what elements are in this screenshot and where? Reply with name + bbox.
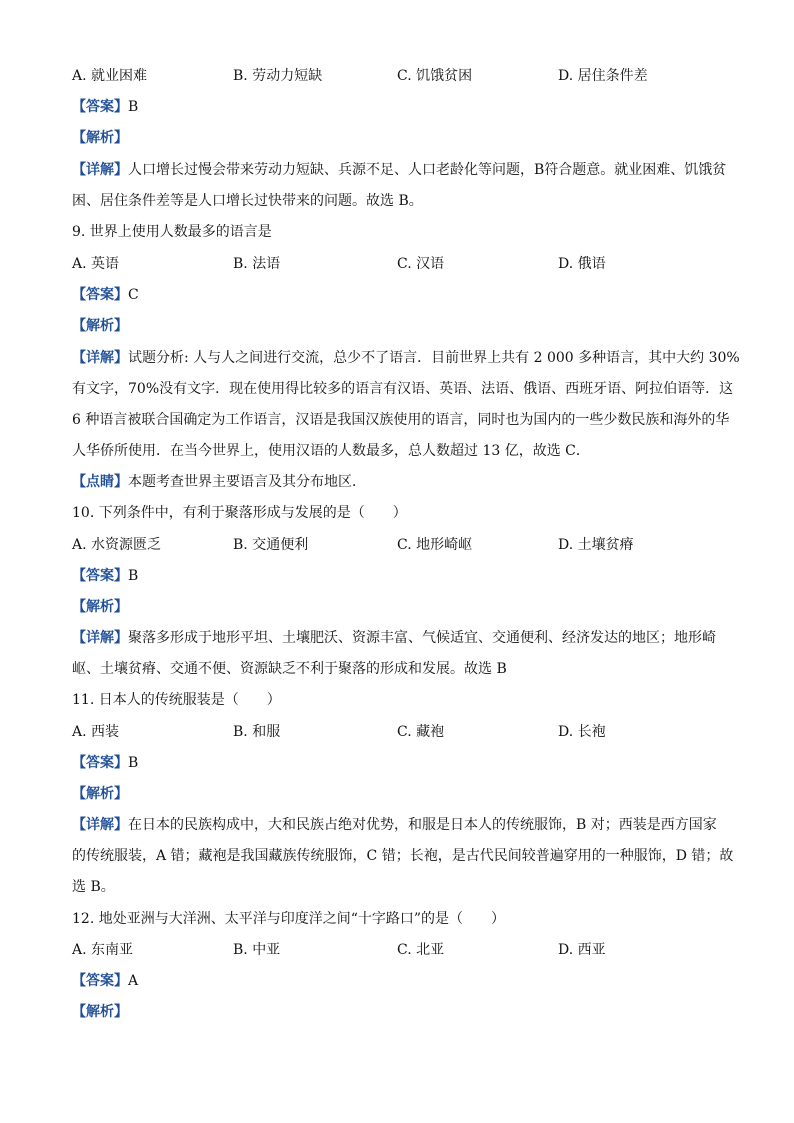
q11-detail-line-3: 选 B。 <box>72 879 115 895</box>
answer-tag: 【答案】 <box>72 973 128 989</box>
q8-option-d: D. 居住条件差 <box>558 68 648 84</box>
detail-text: 人口增长过慢会带来劳动力短缺、兵源不足、人口老龄化等问题，B符合题意。就业困难、饥饿贫 <box>128 162 727 178</box>
q9-stem: 9. 世界上使用人数最多的语言是 <box>72 224 272 240</box>
q8-option-b: B. 劳动力短缺 <box>233 68 323 84</box>
answer-value: B <box>128 755 139 771</box>
q11-option-c: C. 藏袍 <box>397 724 445 740</box>
q12-option-b: B. 中亚 <box>233 942 281 958</box>
answer-tag: 【答案】 <box>72 287 128 303</box>
answer-tag: 【答案】 <box>72 568 128 584</box>
q11-stem: 11. 日本人的传统服装是（ ） <box>72 692 281 708</box>
q12-option-d: D. 西亚 <box>558 942 606 958</box>
q11-option-d: D. 长袍 <box>558 724 606 740</box>
answer-tag: 【答案】 <box>72 755 128 771</box>
q8-answer <box>72 97 138 117</box>
detail-text: 聚落多形成于地形平坦、土壤肥沃、资源丰富、气候适宜、交通便利、经济发达的地区；地形崎 <box>128 630 716 646</box>
answer-value: B <box>128 568 139 584</box>
answer-value: C <box>128 287 139 303</box>
q11-answer <box>72 753 138 773</box>
q12-stem: 12. 地处亚洲与大洋洲、太平洋与印度洋之间“十字路口”的是（ ） <box>72 911 506 927</box>
q12-answer <box>72 971 138 991</box>
q10-detail-line-2: 岖、土壤贫瘠、交通不便、资源缺乏不利于聚落的形成和发展。故选 B <box>72 661 507 677</box>
detail-tag: 【详解】 <box>72 162 128 178</box>
detail-tag: 【详解】 <box>72 630 128 646</box>
q8-option-a: A. 就业困难 <box>72 68 148 84</box>
q9-option-b: B. 法语 <box>233 256 281 272</box>
q10-detail-line-1 <box>72 628 716 648</box>
analysis-tag: 【解析】 <box>72 1004 128 1020</box>
q9-answer <box>72 285 139 305</box>
q9-option-a: A. 英语 <box>72 256 120 272</box>
q8-detail-line-1 <box>72 160 726 180</box>
q10-analysis <box>72 597 128 617</box>
q10-option-b: B. 交通便利 <box>233 537 309 553</box>
analysis-tag: 【解析】 <box>72 130 128 146</box>
q10-option-a: A. 水资源匮乏 <box>72 537 162 553</box>
comment-text: 本题考查世界主要语言及其分布地区． <box>128 474 366 490</box>
answer-tag: 【答案】 <box>72 99 128 115</box>
q11-option-a: A. 西装 <box>72 724 120 740</box>
q8-analysis <box>72 128 128 148</box>
q9-option-c: C. 汉语 <box>397 256 445 272</box>
q11-detail-line-2: 的传统服装，A 错；藏袍是我国藏族传统服饰，C 错；长袍，是古代民间较普遍穿用的一种服饰，D 错；故 <box>72 848 734 864</box>
detail-tag: 【详解】 <box>72 350 128 366</box>
q10-option-d: D. 土壤贫瘠 <box>558 537 634 553</box>
q8-option-c: C. 饥饿贫困 <box>397 68 473 84</box>
detail-tag: 【详解】 <box>72 817 128 833</box>
q12-option-c: C. 北亚 <box>397 942 445 958</box>
q9-comment <box>72 472 366 492</box>
q11-analysis <box>72 784 128 804</box>
q9-detail-line-3: 6 种语言被联合国确定为工作语言，汉语是我国汉族使用的语言，同时也为国内的一些少数民族和海外的华 <box>72 412 730 428</box>
q9-detail-line-2: 有文字，70%没有文字．现在使用得比较多的语言有汉语、英语、法语、俄语、西班牙语、阿拉伯语等．这 <box>72 381 734 397</box>
q9-option-d: D. 俄语 <box>558 256 606 272</box>
q8-detail-line-2: 困、居住条件差等是人口增长过快带来的问题。故选 B。 <box>72 193 423 209</box>
q10-option-c: C. 地形崎岖 <box>397 537 473 553</box>
q9-detail-line-1 <box>72 348 740 368</box>
detail-text: 试题分析: 人与人之间进行交流，总少不了语言．目前世界上共有 2 000 多种语言，其中大约 30% <box>128 350 740 366</box>
detail-text: 在日本的民族构成中，大和民族占绝对优势，和服是日本人的传统服饰，B 对；西装是西方国家 <box>128 817 717 833</box>
comment-tag: 【点睛】 <box>72 474 128 490</box>
q11-option-b: B. 和服 <box>233 724 281 740</box>
q10-stem: 10. 下列条件中，有利于聚落形成与发展的是（ ） <box>72 505 407 521</box>
analysis-tag: 【解析】 <box>72 318 128 334</box>
q12-analysis <box>72 1002 128 1022</box>
q12-option-a: A. 东南亚 <box>72 942 134 958</box>
analysis-tag: 【解析】 <box>72 599 128 615</box>
q9-analysis <box>72 316 128 336</box>
analysis-tag: 【解析】 <box>72 786 128 802</box>
q10-answer <box>72 566 138 586</box>
answer-value: B <box>128 99 139 115</box>
q9-detail-line-4: 人华侨所使用．在当今世界上，使用汉语的人数最多，总人数超过 13 亿，故选 C． <box>72 443 590 459</box>
q11-detail-line-1 <box>72 815 717 835</box>
answer-value: A <box>128 973 139 989</box>
